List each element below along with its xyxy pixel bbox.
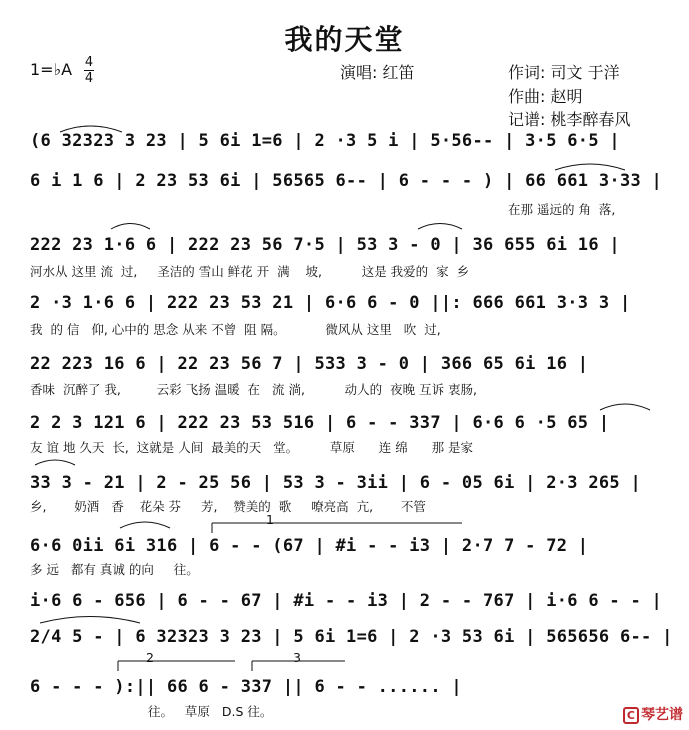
lyrics-row-8: 多 远 都有 真诚 的向 往。: [30, 562, 199, 577]
lyrics-row-7: 乡, 奶酒 香 花朵 芬 芳, 赞美的 歌 嘹亮高 亢, 不管: [30, 499, 426, 514]
composer-credit: 作曲: 赵明: [508, 87, 583, 106]
ending-label-1: 1: [266, 512, 274, 527]
transcriber-credit: 记谱: 桃李醉春风: [508, 110, 631, 129]
lyrics-row-4: 我 的 信 仰, 心中的 思念 从来 不曾 阻 隔。 微风从 这里 吹 过,: [30, 322, 441, 337]
time-bottom: 4: [84, 71, 94, 86]
score-row-1: (6 32323 3 23 | 5 6i 1=6 | 2 ·3 5 i | 5·56-- | 3·5 6·5 |: [30, 131, 620, 151]
watermark: [623, 704, 683, 724]
score-row-8: 6·6 0ii 6i 316 | 6 - - (67 | #i - - i3 | 2·7 7 - 72 |: [30, 536, 589, 556]
score-row-6: 2 2 3 121 6 | 222 23 53 516 | 6 - - 337 | 6·6 6 ·5 65 |: [30, 413, 610, 433]
score-row-4: 2 ·3 1·6 6 | 222 23 53 21 | 6·6 6 - 0 ||: 666 661 3·3 3 |: [30, 293, 631, 313]
score-row-9: i·6 6 - 656 | 6 - - 67 | #i - - i3 | 2 - - 767 | i·6 6 - - |: [30, 591, 663, 611]
watermark-text: 琴艺谱: [641, 707, 683, 723]
watermark-logo-icon: C: [623, 707, 639, 724]
score-row-7: 33 3 - 21 | 2 - 25 56 | 53 3 - 3ii | 6 - 05 6i | 2·3 265 |: [30, 473, 642, 493]
key-signature: 1=♭A: [30, 60, 73, 79]
score-row-2: 6 i 1 6 | 2 23 53 6i | 56565 6-- | 6 - - - ) | 66 661 3·33 |: [30, 171, 663, 191]
score-row-3: 222 23 1·6 6 | 222 23 56 7·5 | 53 3 - 0 | 36 655 6i 16 |: [30, 235, 620, 255]
lyrics-row-6: 友 谊 地 久天 长, 这就是 人间 最美的天 堂。 草原 连 绵 那 是家: [30, 440, 474, 455]
score-row-10: 2/4 5 - | 6 32323 3 23 | 5 6i 1=6 | 2 ·3 53 6i | 565656 6-- |: [30, 627, 673, 647]
time-signature: [84, 56, 94, 85]
lyrics-row-2: 在那 遥远的 角 落,: [508, 202, 616, 217]
score-row-5: 22 223 16 6 | 22 23 56 7 | 533 3 - 0 | 366 65 6i 16 |: [30, 354, 589, 374]
lyrics-row-5: 香味 沉醉了 我, 云彩 飞扬 温暖 在 流 淌, 动人的 夜晚 互诉 衷肠,: [30, 382, 478, 397]
time-top: 4: [84, 55, 94, 70]
ending-label-2: 2: [146, 650, 154, 665]
ending-label-3: 3: [293, 650, 301, 665]
singer-credit: 演唱: 红笛: [340, 63, 415, 82]
lyrics-row-3: 河水从 这里 流 过, 圣洁的 雪山 鲜花 开 满 坡, 这是 我爱的 家 乡: [30, 264, 470, 279]
lyrics-row-11: 往。 草原 D.S 往。: [148, 704, 273, 719]
song-title: 我的天堂: [284, 23, 405, 56]
lyricist-credit: 作词: 司文 于洋: [508, 63, 620, 82]
score-row-11: 6 - - - ):|| 66 6 - 337 || 6 - - ...... |: [30, 677, 462, 697]
